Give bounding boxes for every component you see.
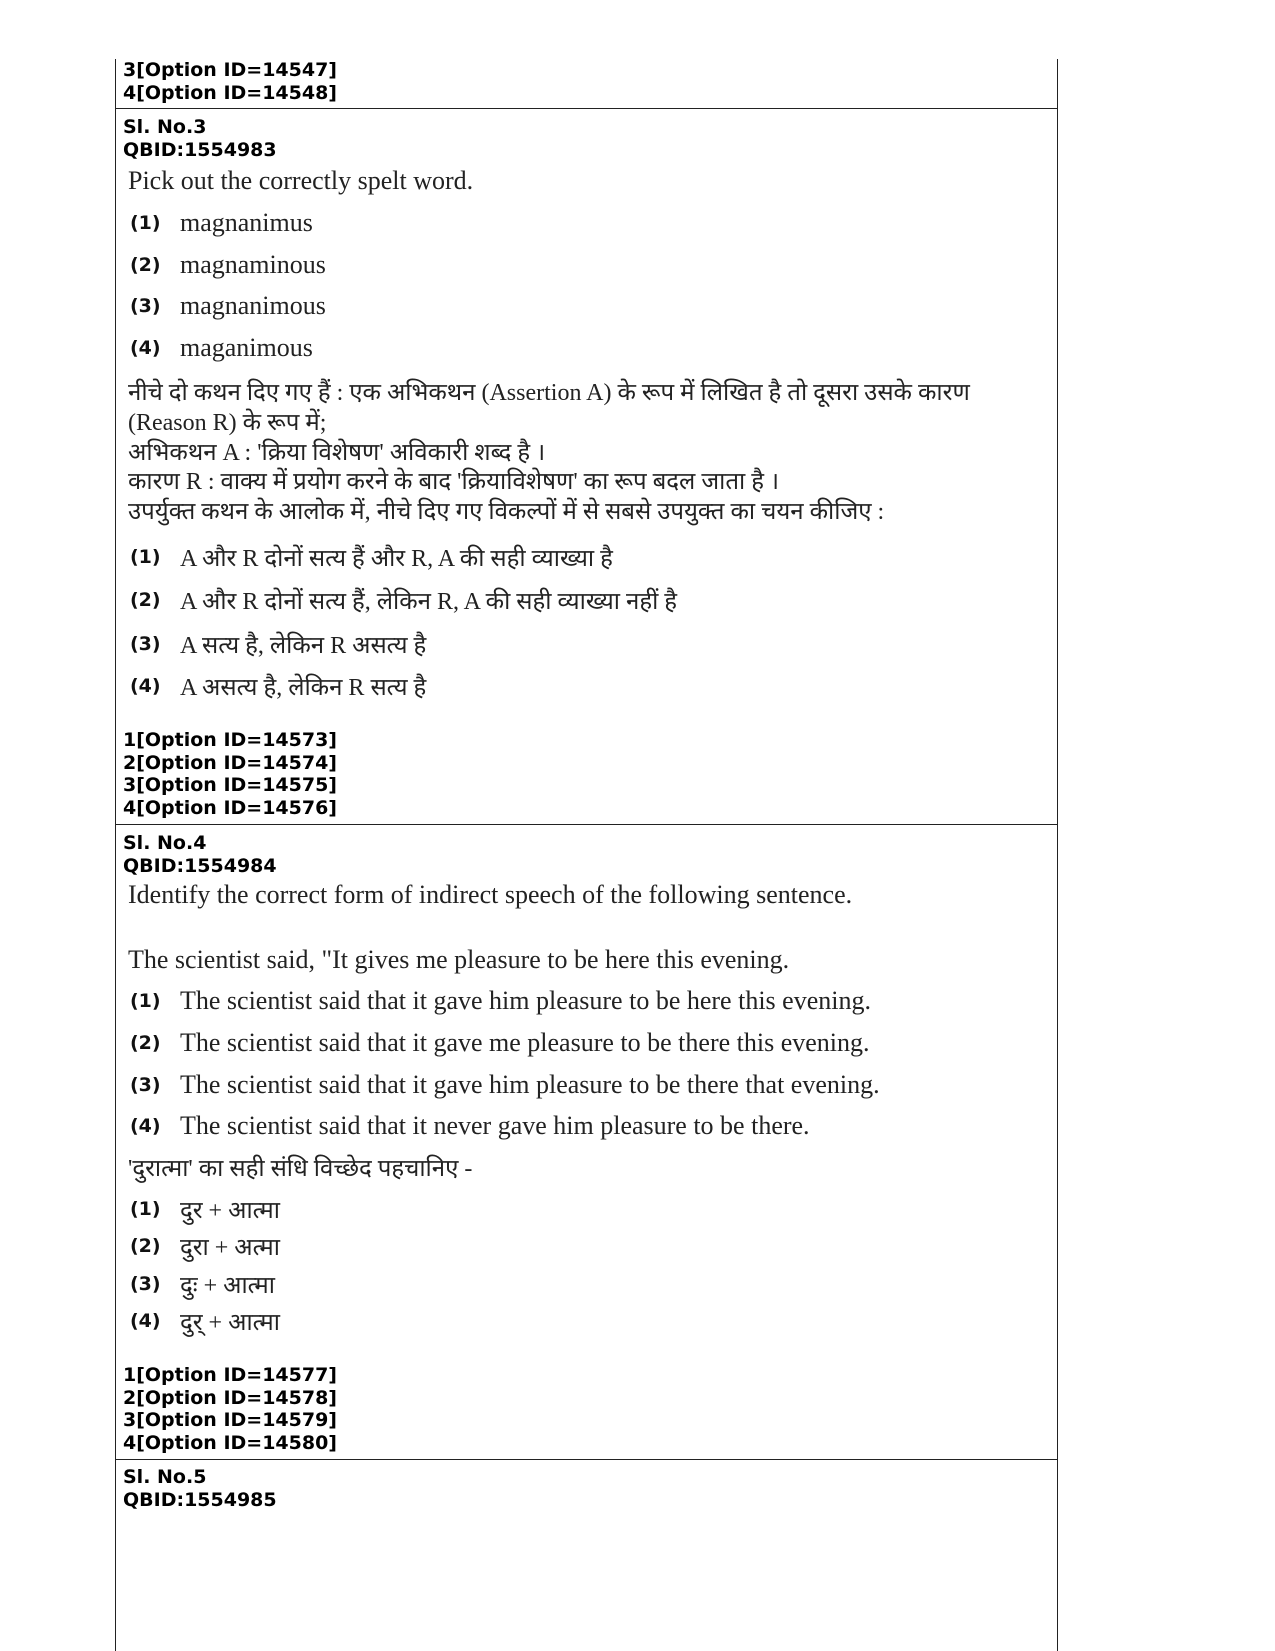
answer-option	[130, 1194, 280, 1224]
answer-option	[130, 542, 613, 572]
answer-option	[130, 1070, 880, 1100]
option-number: (1)	[130, 990, 161, 1012]
option-id-line: 2[Option ID=14578]	[123, 1387, 337, 1409]
option-number: (1)	[130, 212, 161, 234]
option-id-line: 3[Option ID=14547]	[123, 59, 337, 81]
serial-number: Sl. No.5	[123, 1466, 207, 1488]
qbid: QBID:1554983	[123, 139, 277, 161]
option-id-line: 1[Option ID=14577]	[123, 1364, 337, 1386]
option-number: (2)	[130, 1032, 161, 1054]
option-number: (3)	[130, 1074, 161, 1096]
option-text: दुः + आत्मा	[180, 1272, 275, 1299]
option-text: maganimous	[180, 333, 313, 362]
option-number: (2)	[130, 589, 161, 611]
hindi-question-line: उपर्युक्त कथन के आलोक में, नीचे दिए गए विकल्पों में से सबसे उपयुक्त का चयन कीजिए :	[128, 499, 885, 525]
answer-option	[130, 1269, 275, 1299]
option-text: A और R दोनों सत्य हैं और R, A की सही व्याख्या है	[180, 545, 613, 572]
row-divider	[115, 824, 1058, 825]
option-text: A सत्य है, लेकिन R असत्य है	[180, 632, 427, 659]
option-text: A असत्य है, लेकिन R सत्य है	[180, 674, 427, 701]
option-text: magnanimus	[180, 208, 313, 237]
answer-option	[130, 291, 326, 321]
option-text: दुर + आत्मा	[180, 1197, 280, 1224]
option-number: (3)	[130, 1273, 161, 1295]
answer-option	[130, 250, 326, 280]
option-id-line: 2[Option ID=14574]	[123, 752, 337, 774]
option-number: (4)	[130, 337, 161, 359]
serial-number: Sl. No.4	[123, 832, 207, 854]
question-text: Identify the correct form of indirect speech of the following sentence.	[128, 880, 853, 909]
option-id-line: 3[Option ID=14579]	[123, 1409, 337, 1431]
option-text: magnaminous	[180, 250, 326, 279]
option-number: (1)	[130, 546, 161, 568]
answer-option	[130, 1231, 280, 1261]
question-sentence: The scientist said, "It gives me pleasure to be here this evening.	[128, 945, 790, 974]
row-divider	[115, 1459, 1058, 1460]
answer-option	[130, 208, 313, 238]
answer-option	[130, 671, 426, 701]
option-number: (4)	[130, 1115, 161, 1137]
qbid: QBID:1554985	[123, 1489, 277, 1511]
option-number: (4)	[130, 1310, 161, 1332]
hindi-question-text: 'दुरात्मा' का सही संधि विच्छेद पहचानिए -	[128, 1156, 473, 1182]
answer-option	[130, 585, 677, 615]
option-id-line: 4[Option ID=14576]	[123, 797, 337, 819]
serial-number: Sl. No.3	[123, 116, 207, 138]
hindi-question-line: नीचे दो कथन दिए गए हैं : एक अभिकथन (Assertion A) के रूप में लिखित है तो दूसरा उसके कारण	[128, 380, 970, 406]
answer-option	[130, 1111, 810, 1141]
hindi-question-line: (Reason R) के रूप में;	[128, 410, 327, 436]
row-divider	[115, 108, 1058, 109]
option-id-line: 4[Option ID=14580]	[123, 1432, 337, 1454]
option-text: दुरा + अत्मा	[180, 1234, 280, 1261]
option-text: The scientist said that it never gave him pleasure to be there.	[180, 1111, 810, 1140]
qbid: QBID:1554984	[123, 855, 277, 877]
option-text: The scientist said that it gave him pleasure to be here this evening.	[180, 986, 871, 1015]
option-id-line: 3[Option ID=14575]	[123, 774, 337, 796]
option-number: (1)	[130, 1198, 161, 1220]
option-id-line: 1[Option ID=14573]	[123, 729, 337, 751]
option-number: (3)	[130, 295, 161, 317]
option-text: दुर् + आत्मा	[180, 1309, 280, 1336]
hindi-question-line: अभिकथन A : 'क्रिया विशेषण' अविकारी शब्द है ।	[128, 440, 546, 466]
option-number: (2)	[130, 1235, 161, 1257]
option-number: (2)	[130, 254, 161, 276]
option-number: (3)	[130, 633, 161, 655]
option-id-line: 4[Option ID=14548]	[123, 82, 337, 104]
hindi-question-line: कारण R : वाक्य में प्रयोग करने के बाद 'क्रियाविशेषण' का रूप बदल जाता है ।	[128, 469, 780, 495]
answer-option	[130, 333, 313, 363]
answer-option	[130, 986, 871, 1016]
option-text: The scientist said that it gave him pleasure to be there that evening.	[180, 1070, 880, 1099]
question-text: Pick out the correctly spelt word.	[128, 166, 474, 195]
option-text: A और R दोनों सत्य हैं, लेकिन R, A की सही व्याख्या नहीं है	[180, 588, 678, 615]
option-text: magnanimous	[180, 291, 326, 320]
option-text: The scientist said that it gave me pleasure to be there this evening.	[180, 1028, 870, 1057]
answer-option	[130, 629, 426, 659]
option-number: (4)	[130, 675, 161, 697]
answer-option	[130, 1306, 280, 1336]
answer-option	[130, 1028, 870, 1058]
